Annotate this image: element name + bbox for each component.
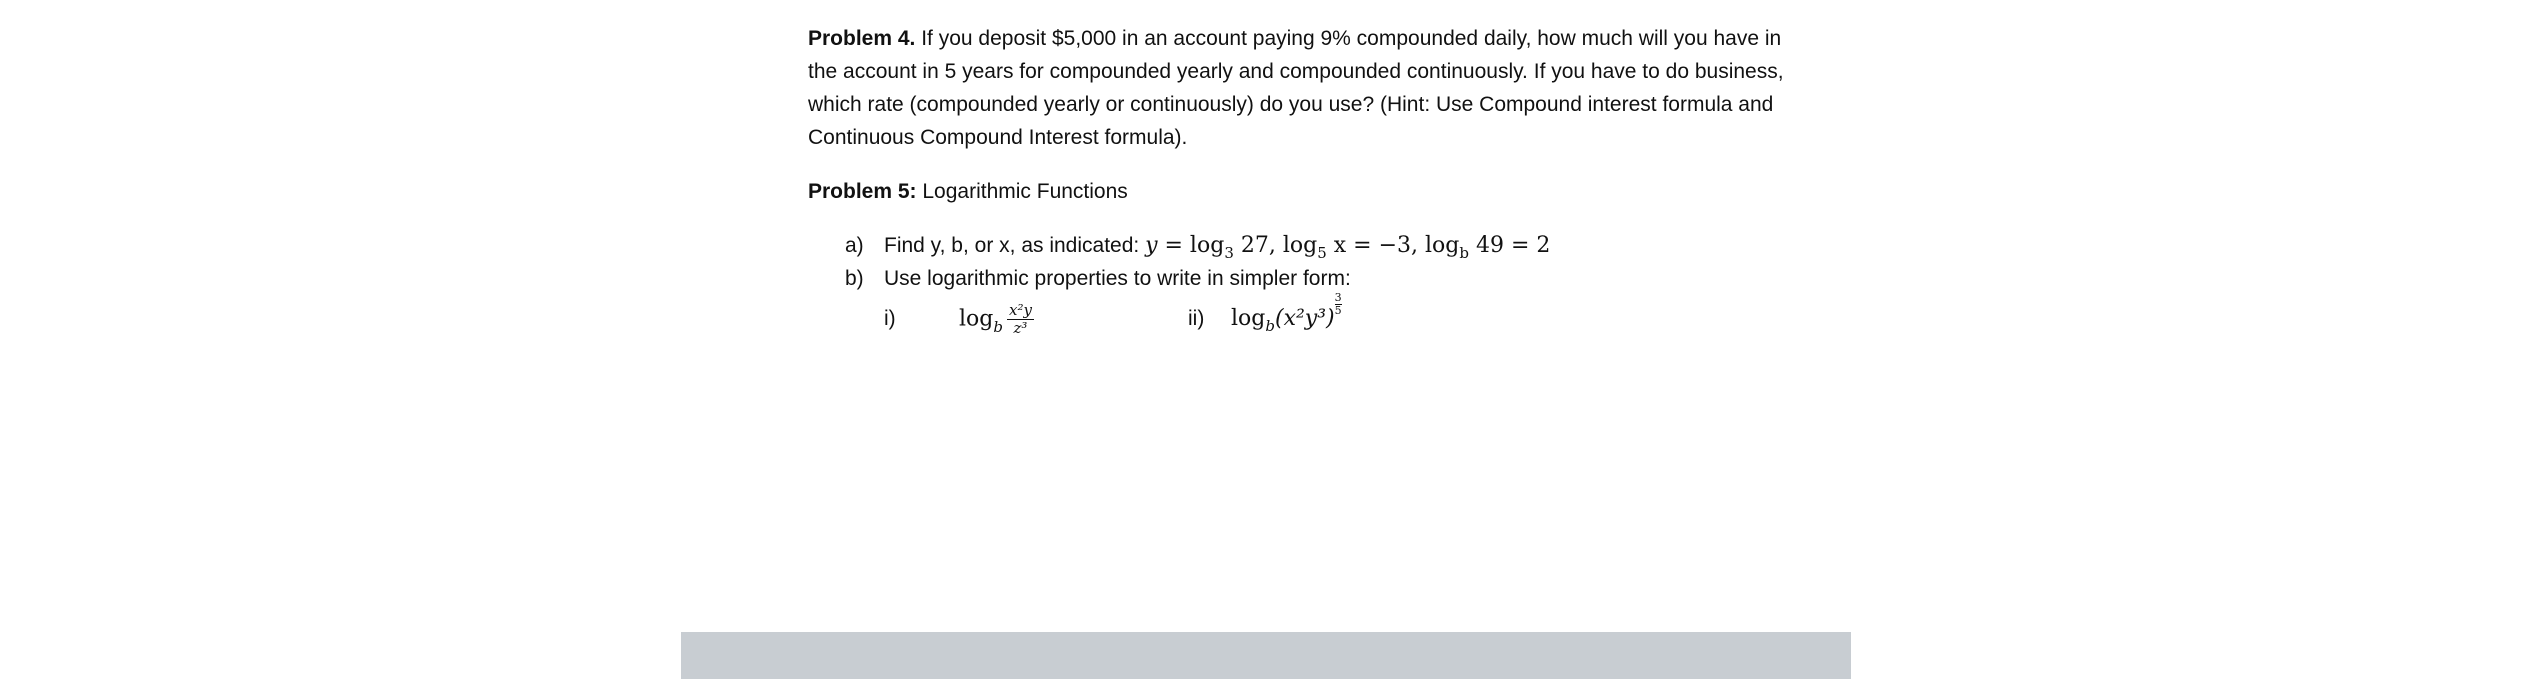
fraction-numerator: x²y [1008, 301, 1032, 319]
sub-expression-i [959, 302, 1034, 338]
math-text: = log [1157, 233, 1225, 258]
problem-5-heading: Problem 5: [808, 180, 917, 203]
list-item-b [808, 262, 1808, 295]
problem-5-heading-line [808, 175, 1808, 208]
math-text: x = −3, log [1326, 233, 1460, 258]
math-argument: (x²y³) [1274, 306, 1335, 331]
math-fraction [1007, 302, 1034, 337]
math-subscript: 3 [1224, 244, 1234, 262]
problem-4-paragraph [808, 22, 1808, 154]
item-a-equations [1145, 233, 1551, 262]
math-subscript: b [1265, 317, 1275, 335]
sub-marker-i: i) [884, 307, 896, 330]
list-item-text [884, 229, 1550, 264]
sub-marker-ii: ii) [1188, 307, 1205, 330]
fraction-denominator: z³ [1013, 319, 1028, 337]
exponent-denominator: 5 [1334, 304, 1342, 317]
math-subscript: b [1459, 244, 1469, 262]
document-content [808, 22, 1808, 341]
problem-5-title: Logarithmic Functions [916, 180, 1128, 203]
sub-items [808, 291, 1808, 341]
problem-4-heading: Problem 4. [808, 27, 916, 50]
item-a-instruction: Find y, b, or x, as indicated: [884, 234, 1146, 257]
list-item-a [808, 229, 1808, 262]
math-text: 49 = 2 [1468, 233, 1551, 258]
list-item-text: Use logarithmic properties to write in simpler form: [884, 267, 1351, 290]
list-marker: a) [845, 234, 864, 257]
math-log: log [959, 306, 994, 332]
page-separator-band [681, 632, 1851, 679]
sub-expression-ii [1231, 291, 1342, 337]
math-subscript: 5 [1317, 244, 1327, 262]
exponent-numerator: 3 [1334, 291, 1342, 304]
list-marker: b) [845, 267, 864, 290]
math-text: 27, log [1233, 233, 1318, 258]
math-exponent-fraction [1335, 292, 1342, 317]
math-subscript: b [993, 317, 1003, 336]
problem-4-text: If you deposit $5,000 in an account paying 9% compounded daily, how much will you have in the account in 5 years for compounded yearly and compounded continuously. If you have to do business, which rate (compounded yearly or continuously) do you use? (Hint: Use Compound interest formula and Continuous Compound Interest formula). [808, 27, 1784, 149]
math-log: log [1231, 306, 1266, 331]
math-var-y: y [1145, 233, 1158, 258]
problem-5-list [808, 229, 1808, 341]
